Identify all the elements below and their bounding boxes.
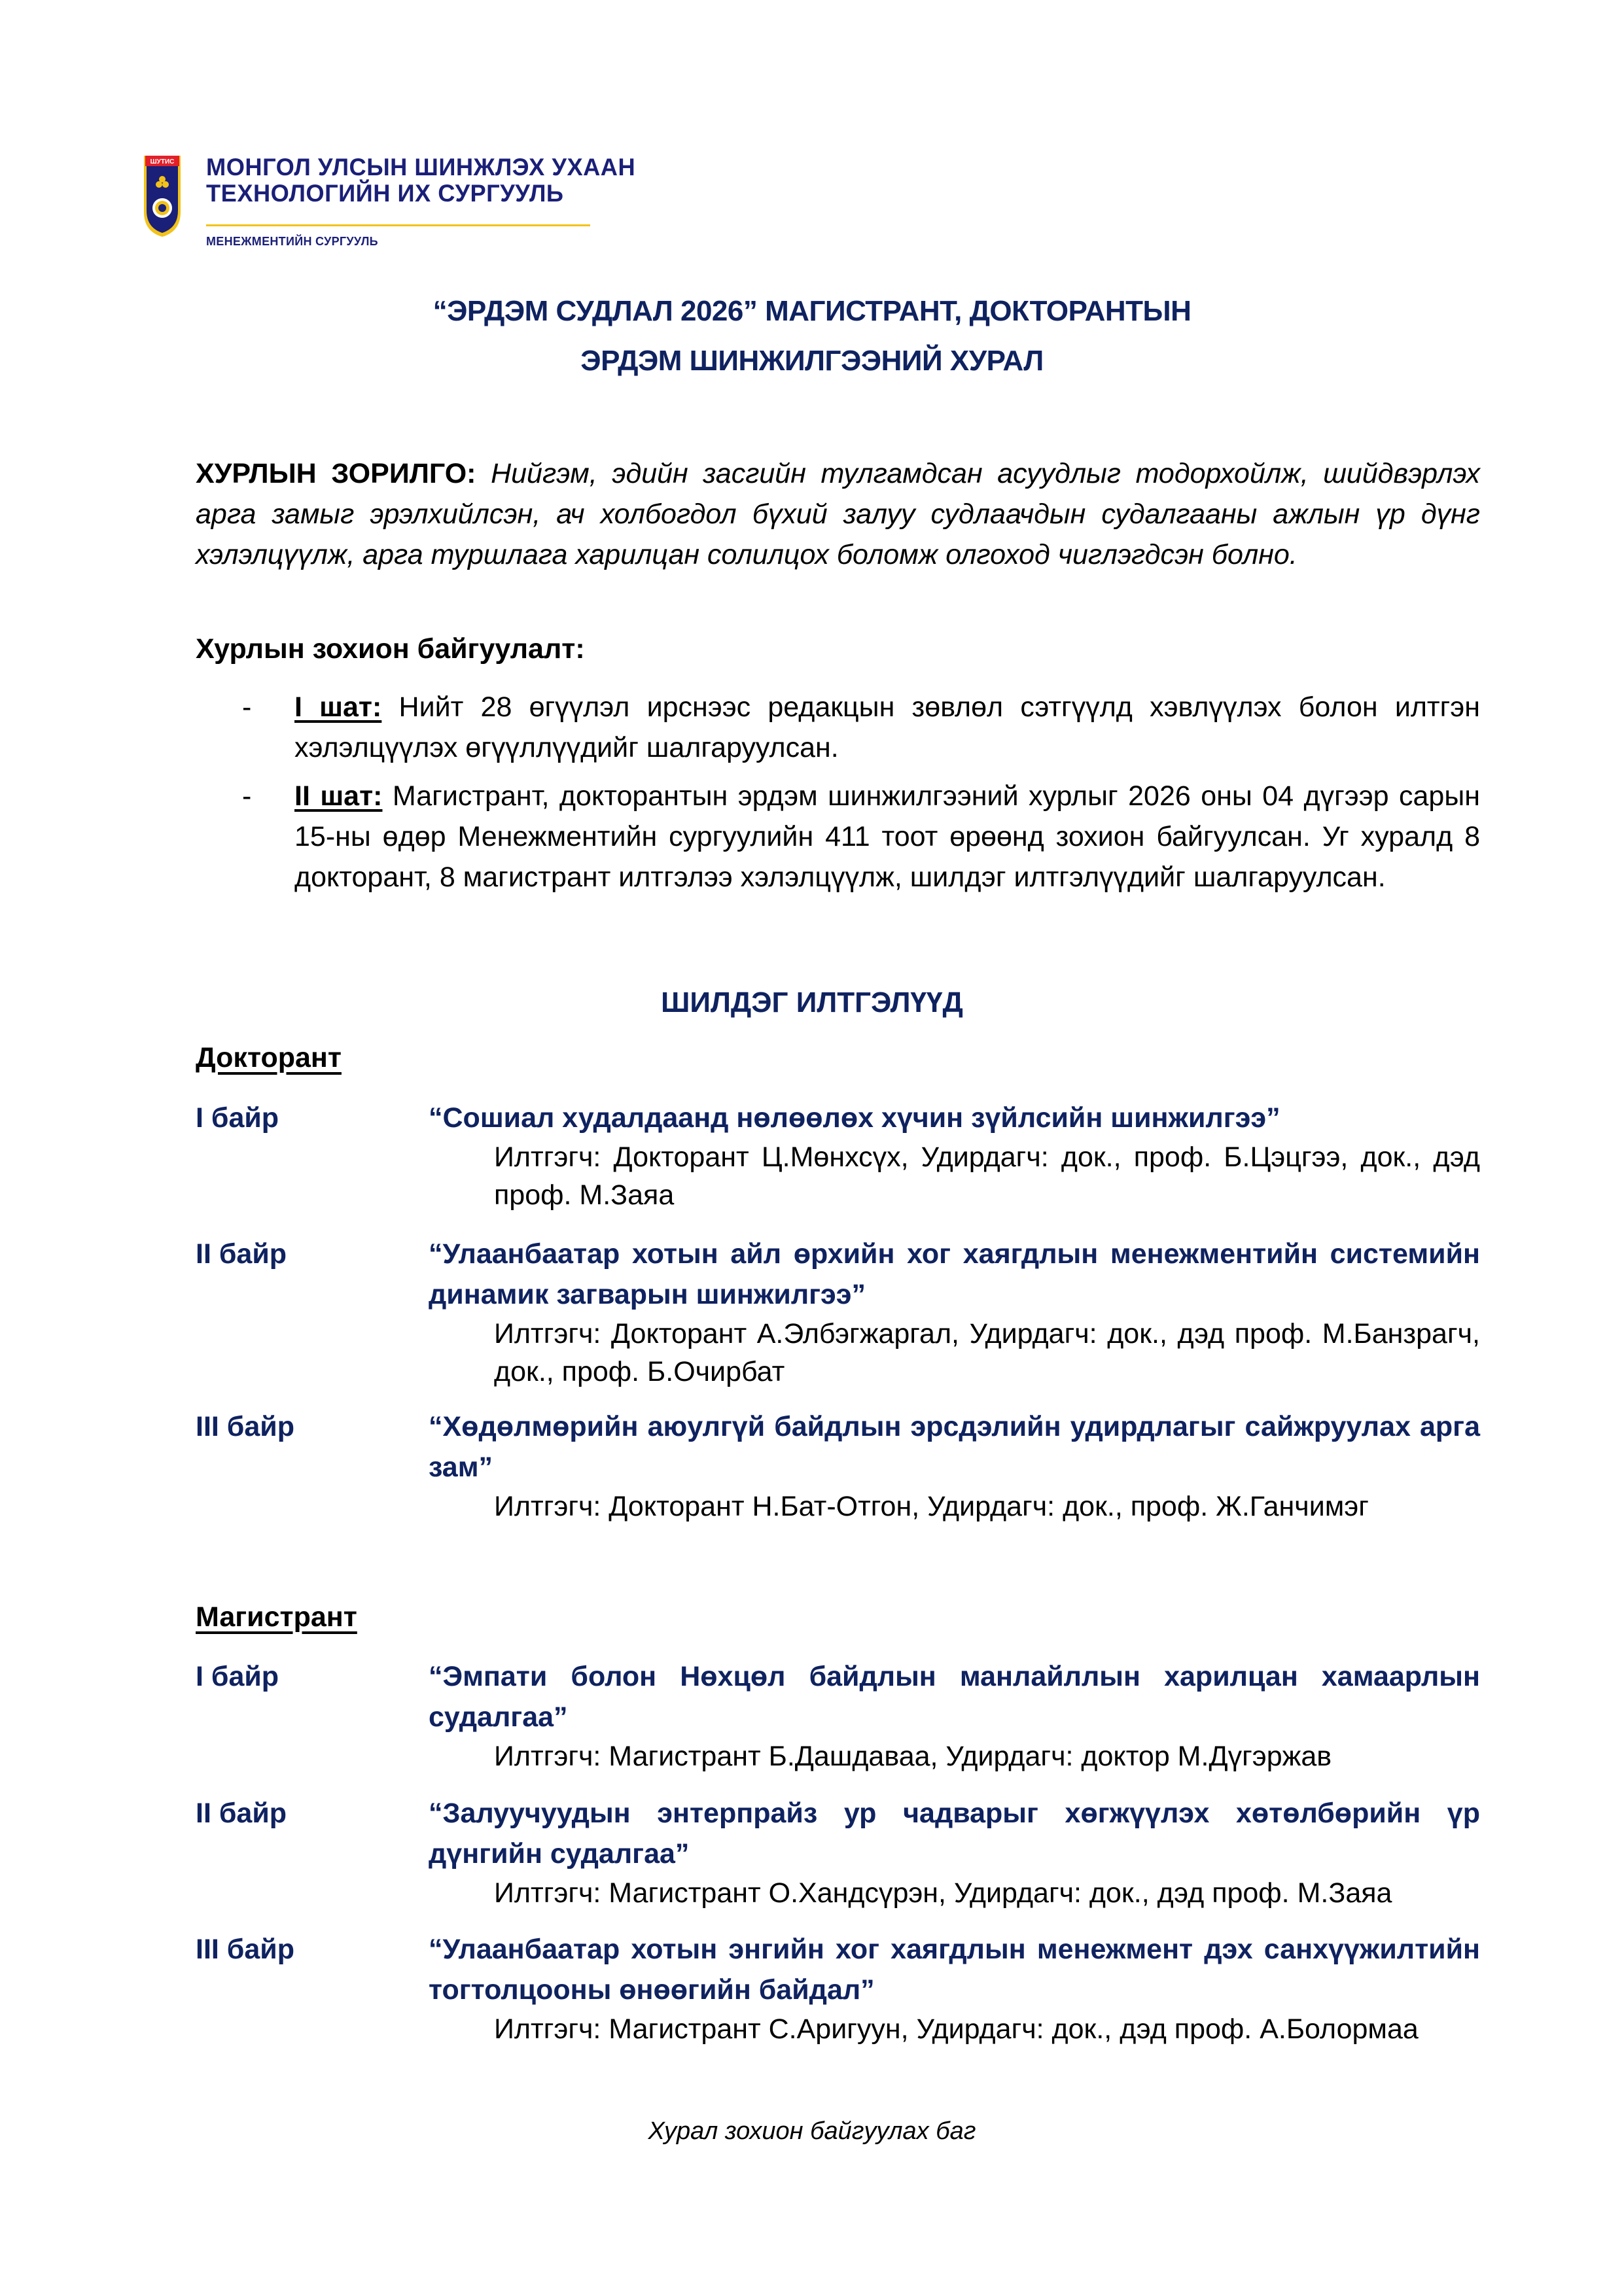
svg-text:ШУТИС: ШУТИС — [150, 158, 175, 165]
university-logo — [143, 152, 636, 248]
group-heading-doctoral: Докторант — [196, 1042, 342, 1073]
conference-purpose — [196, 453, 1480, 575]
purpose-text: Нийгэм, эдийн засгийн тулгамдсан асуудлыг тодорхойлж, шийдвэрлэх арга замыг эрэлхийлсэн, ач холбогдол бүхий залуу судлаачдын судалгааны ажлын үр дүнг хэлэлцүүлж, арга туршлага харилцан солилцох боломж олгоход чиглэгдсэн болно. — [196, 458, 1480, 570]
award-place: II байр — [196, 1238, 287, 1270]
presenter-info: Илтгэгч: Докторант А.Элбэгжаргал, Удирдагч: док., дэд проф. М.Банзрагч, док., проф. Б.Очирбат — [494, 1318, 1480, 1387]
award-place: III байр — [196, 1411, 294, 1442]
university-name-line2: ТЕХНОЛОГИЙН ИХ СУРГУУЛЬ — [206, 180, 564, 207]
paper-title: “Хөдөлмөрийн аюулгүй байдлын эрсдэлийн удирдлагыг сайжруулах арга зам” — [429, 1411, 1480, 1483]
stage-text: Нийт 28 өгүүлэл ирснээс редакцын зөвлөл сэтгүүлд хэвлүүлэх болон илтгэн хэлэлцүүлэх өгүүллүүдийг шалгаруулсан. — [294, 691, 1480, 763]
purpose-label: ХУРЛЫН ЗОРИЛГО: — [196, 458, 476, 489]
best-papers-heading: ШИЛДЭГ ИЛТГЭЛҮҮД — [661, 986, 963, 1018]
paper-title: “Залуучуудын энтерпрайз ур чадварыг хөгжүүлэх хөтөлбөрийн үр дүнгийн судалгаа” — [429, 1798, 1480, 1870]
presenter-info: Илтгэгч: Докторант Н.Бат-Отгон, Удирдагч: док., проф. Ж.Ганчимэг — [494, 1491, 1369, 1522]
award-place: II байр — [196, 1798, 287, 1829]
award-place: III байр — [196, 1934, 294, 1965]
bullet-dash: - — [242, 691, 252, 723]
presenter-info: Илтгэгч: Докторант Ц.Мөнхсүх, Удирдагч: док., проф. Б.Цэцгээ, док., дэд проф. М.Заяа — [494, 1141, 1480, 1211]
university-name — [206, 154, 636, 207]
school-name: МЕНЕЖМЕНТИЙН СУРГУУЛЬ — [206, 235, 378, 248]
logo-divider — [206, 224, 590, 226]
award-place: I байр — [196, 1102, 279, 1134]
stage-item — [242, 776, 1480, 938]
award-place: I байр — [196, 1661, 279, 1692]
stage-content — [294, 687, 1480, 768]
paper-title: “Улаанбаатар хотын айл өрхийн хог хаягдлын менежментийн системийн динамик загварын шинжилгээ” — [429, 1238, 1480, 1310]
presenter-info: Илтгэгч: Магистрант Б.Дашдаваа, Удирдагч: доктор М.Дүгэржав — [494, 1741, 1332, 1772]
stage-label: I шат: — [294, 691, 382, 723]
bullet-dash: - — [242, 780, 252, 812]
paper-title: “Сошиал худалдаанд нөлөөлөх хүчин зүйлсийн шинжилгээ” — [429, 1102, 1280, 1134]
group-heading-masters: Магистрант — [196, 1601, 357, 1633]
paper-title: “Эмпати болон Нөхцөл байдлын манлайллын харилцан хамаарлын судалгаа” — [429, 1661, 1480, 1733]
document-title-line2: ЭРДЭМ ШИНЖИЛГЭЭНИЙ ХУРАЛ — [580, 345, 1044, 377]
presenter-info: Илтгэгч: Магистрант С.Аригуун, Удирдагч: док., дэд проф. А.Болормаа — [494, 2013, 1419, 2045]
stage-item — [242, 687, 1480, 768]
university-name-line1: МОНГОЛ УЛСЫН ШИНЖЛЭХ УХААН — [206, 154, 636, 181]
footer-signature: Хурал зохион байгуулах баг — [648, 2117, 976, 2145]
stage-content — [294, 776, 1480, 897]
stage-text: Магистрант, докторантын эрдэм шинжилгээний хурлыг 2026 оны 04 дүгээр сарын 15-ны өдөр Менежментийн сургуулийн 411 тоот өрөөнд зохион байгуулсан. Уг хуралд 8 докторант, 8 магистрант илтгэлээ хэлэлцүүлж, шилдэг илтгэлүүдийг шалгаруулсан. — [294, 780, 1480, 893]
organization-heading: Хурлын зохион байгуулалт: — [196, 633, 585, 665]
university-emblem-icon — [143, 152, 182, 238]
stage-label: II шат: — [294, 780, 383, 812]
document-title-line1: “ЭРДЭМ СУДЛАЛ 2026” МАГИСТРАНТ, ДОКТОРАНТЫН — [432, 295, 1192, 327]
presenter-info: Илтгэгч: Магистрант О.Хандсүрэн, Удирдагч: док., дэд проф. М.Заяа — [494, 1877, 1392, 1909]
paper-title: “Улаанбаатар хотын энгийн хог хаягдлын менежмент дэх санхүүжилтийн тогтолцооны өнөөгийн байдал” — [429, 1934, 1480, 2006]
